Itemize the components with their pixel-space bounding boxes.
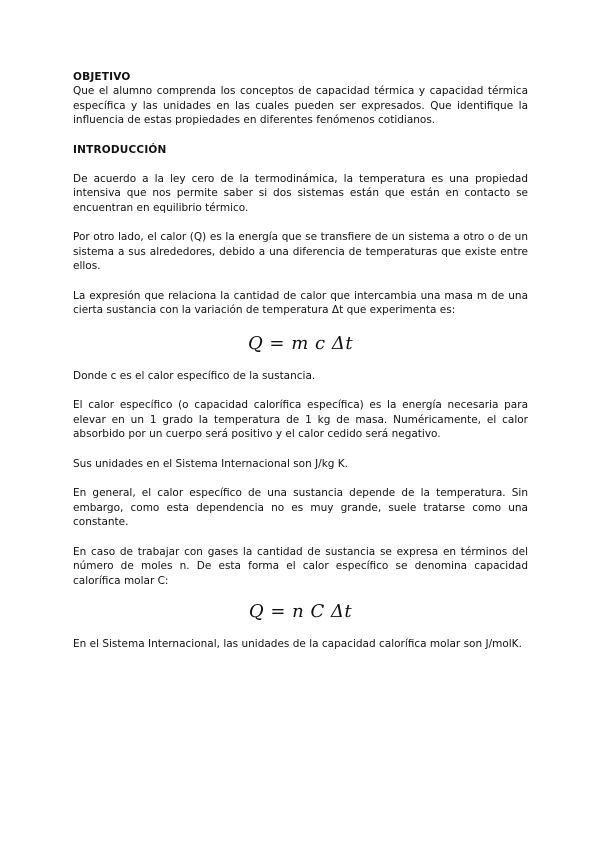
intro-paragraph-1: De acuerdo a la ley cero de la termodinámica, la temperatura es una propiedad intensiva que nos permite saber si dos sistemas están que están en contacto se encuentran en equilibrio térmico. [73, 172, 528, 214]
objetivo-text: Que el alumno comprenda los conceptos de capacidad térmica y capacidad térmica específica y las unidades en las cuales pueden ser expresados. Que identifique la influencia de estas propiedades en diferentes fenómenos cotidianos. [73, 85, 528, 126]
temperature-dependence-paragraph: En general, el calor específico de una sustancia depende de la temperatura. Sin embargo, como esta dependencia no es muy grande, suele tratarse como una constante. [73, 487, 528, 528]
heat-formula-mass [73, 332, 528, 356]
heat-formula-moles [73, 600, 528, 624]
molar-units-paragraph: En el Sistema Internacional, las unidades de la capacidad calorífica molar son J/molK. [73, 638, 522, 650]
formula1-rhs: m c Δt [291, 332, 354, 354]
si-units-line: Sus unidades en el Sistema Internacional son J/kg K. [73, 457, 349, 470]
specific-heat-definition-line: Donde c es el calor específico de la sustancia. [73, 369, 316, 382]
intro-paragraph-3: La expresión que relaciona la cantidad de calor que intercambia una masa m de una cierta sustancia con la variación de temperatura Δt que experimenta es: [73, 289, 528, 316]
introduccion-heading: INTRODUCCIÓN [73, 143, 167, 156]
formula2-lhs: Q [248, 601, 265, 622]
formula1-lhs: Q [247, 332, 264, 354]
intro-paragraph-2: Por otro lado, el calor (Q) es la energía que se transfiere de un sistema a otro o de un sistema a sus alrededores, debido a una diferencia de temperaturas que existe entre ellos. [73, 231, 528, 272]
formula2-rhs: n C Δt [292, 601, 353, 622]
gases-paragraph: En caso de trabajar con gases la cantidad de sustancia se expresa en términos del número de moles n. De esta forma el calor específico se denomina capacidad calorífica molar C: [73, 545, 528, 587]
objetivo-heading: OBJETIVO [73, 71, 131, 83]
specific-heat-paragraph: El calor específico (o capacidad calorífica específica) es la energía necesaria para elevar en un 1 grado la temperatura de 1 kg de masa. Numéricamente, el calor absorbido por un cuerpo será positivo y el calor cedido será negativo. [73, 399, 528, 440]
formula2-equals: = [264, 601, 293, 622]
formula1-equals: = [263, 332, 292, 354]
